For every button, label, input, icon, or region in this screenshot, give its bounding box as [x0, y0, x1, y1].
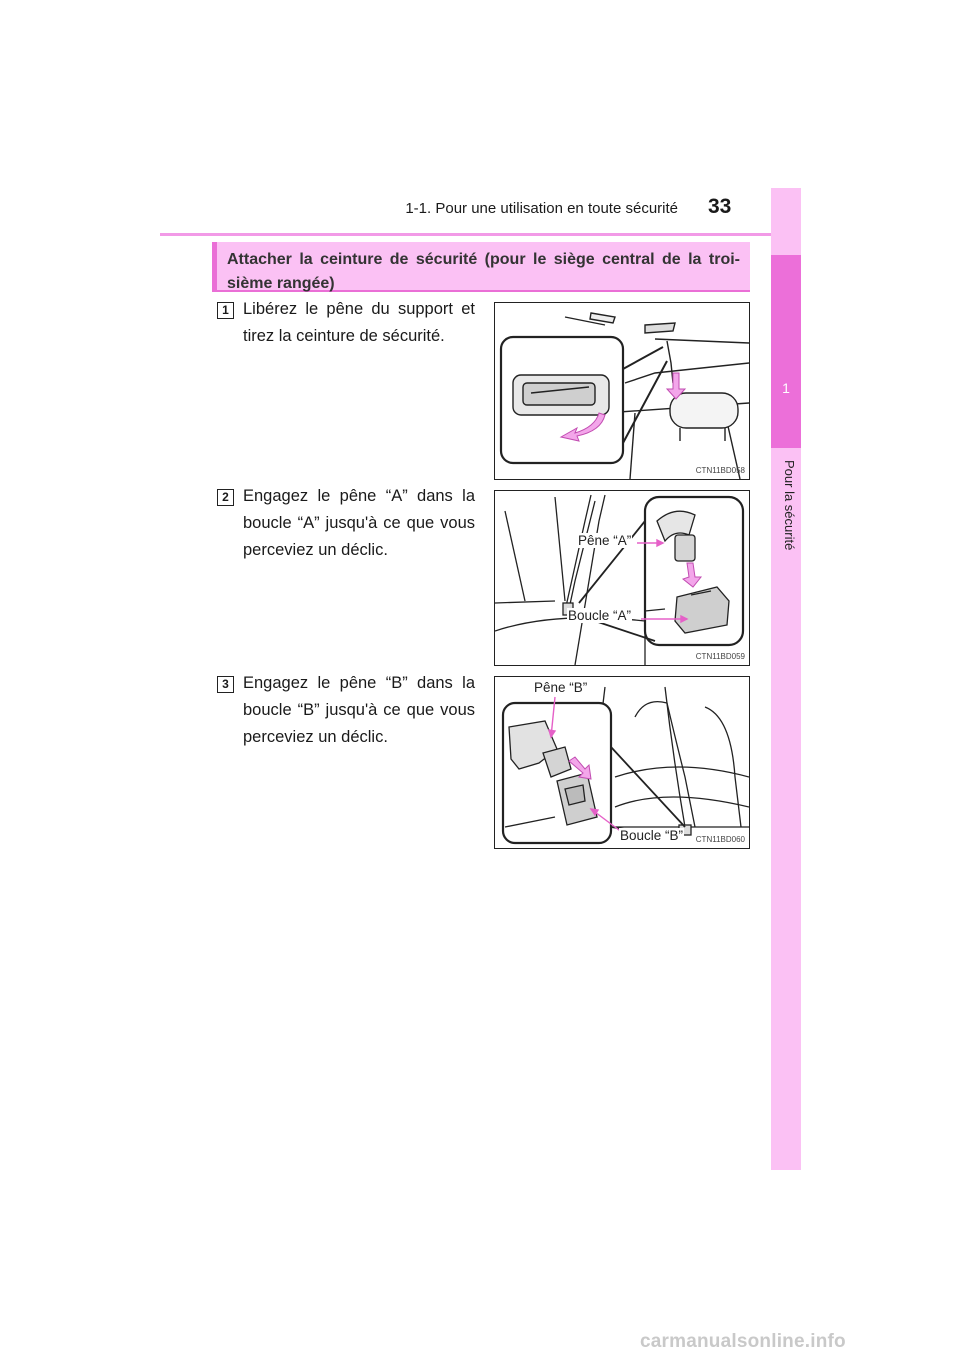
page-number: 33 [708, 195, 732, 218]
label-latch-plate-a: Pêne “A” [578, 533, 632, 548]
figure-step-3 [494, 676, 750, 849]
section-heading: Attacher la ceinture de sécurité (pour le siège central de la troi-sième rangée) [212, 242, 750, 292]
figure-code-3: CTN11BD060 [695, 835, 745, 844]
step-number-3: 3 [217, 676, 234, 693]
running-header: 1-1. Pour une utilisation en toute sécurité [405, 200, 678, 217]
step-text-1: Libérez le pêne du support et tirez la ceinture de sécurité. [243, 300, 475, 345]
illustration-latch-plate-b [495, 677, 749, 848]
label-buckle-b: Boucle “B” [620, 828, 684, 843]
header-rule [160, 233, 800, 236]
watermark: carmanualsonline.info [640, 1331, 846, 1352]
chapter-label: Pour la sécurité [782, 460, 797, 551]
step-number-1: 1 [217, 302, 234, 319]
figure-code-1: CTN11BD058 [695, 466, 745, 475]
illustration-release-buckle [495, 303, 749, 479]
illustration-latch-plate-a [495, 491, 749, 665]
chapter-side-tab-marker [771, 255, 801, 448]
step-text-2: Engagez le pêne “A” dans la boucle “A” jusqu'à ce que vous perceviez un déclic. [243, 487, 475, 559]
step-number-2: 2 [217, 489, 234, 506]
label-buckle-a: Boucle “A” [568, 608, 632, 623]
figure-step-1 [494, 302, 750, 480]
chapter-number: 1 [782, 380, 790, 396]
step-text-3: Engagez le pêne “B” dans la boucle “B” jusqu'à ce que vous perceviez un déclic. [243, 674, 475, 746]
label-latch-plate-b: Pêne “B” [534, 680, 588, 695]
figure-code-2: CTN11BD059 [695, 652, 745, 661]
figure-step-2 [494, 490, 750, 666]
